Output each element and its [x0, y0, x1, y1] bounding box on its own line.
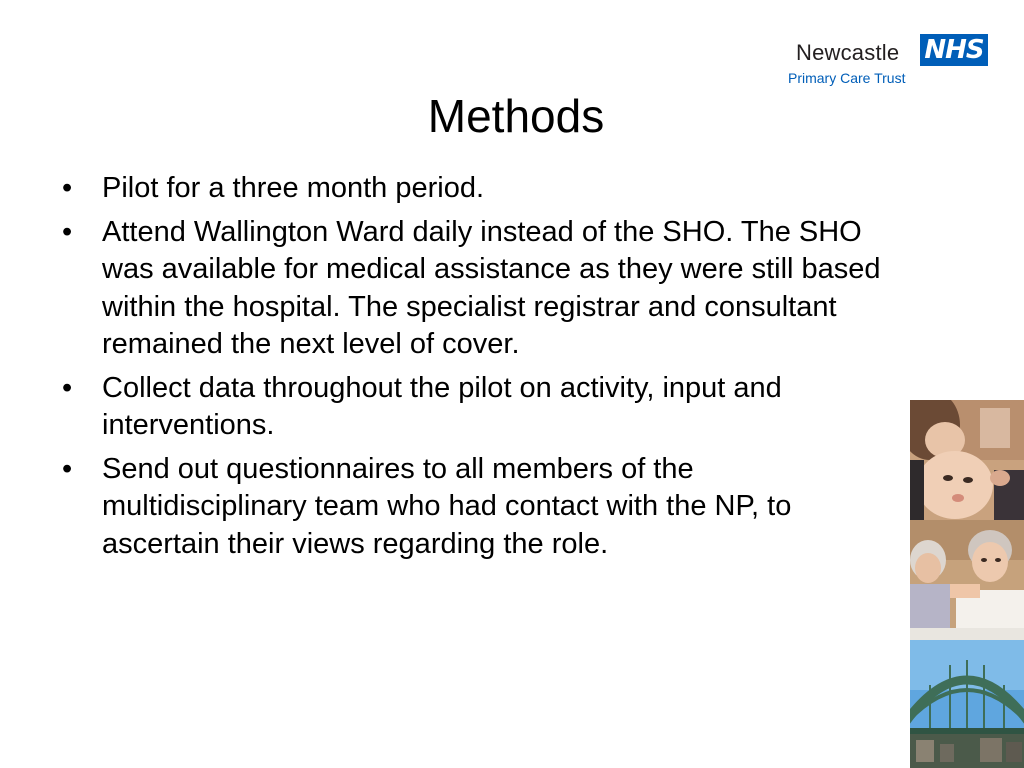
bullet-list: [62, 170, 887, 569]
nhs-logo-mark: NHS: [920, 34, 988, 66]
bullet-icon: •: [62, 215, 73, 248]
slide-title: Methods: [427, 90, 605, 142]
bullet-item: [62, 451, 887, 564]
photo-elderly-women: [910, 520, 1024, 640]
bullet-text: Pilot for a three month period.: [102, 172, 485, 204]
bullet-text: Send out questionnaires to all members of the multidisciplinary team who had contact with the NP, to ascertain their views regarding the role.: [102, 452, 792, 560]
photo-baby-care: [910, 400, 1024, 520]
photo-tyne-bridge: [910, 640, 1024, 768]
bullet-icon: •: [62, 452, 73, 485]
bullet-item: [62, 214, 887, 364]
bullet-text: Collect data throughout the pilot on activity, input and interventions.: [102, 371, 782, 441]
logo-org-name: Newcastle: [796, 40, 900, 65]
logo-subtitle: Primary Care Trust: [788, 70, 906, 86]
bullet-text: Attend Wallington Ward daily instead of the SHO. The SHO was available for medical assistance as they were still based within the hospital. The specialist registrar and consultant remained the next level of cover.: [102, 215, 881, 360]
newcastle-pct-logo: [780, 32, 995, 92]
photo-strip: [910, 400, 1024, 768]
bullet-icon: •: [62, 371, 73, 404]
bullet-icon: •: [62, 172, 73, 204]
bullet-item: [62, 170, 887, 208]
bullet-item: [62, 370, 887, 445]
